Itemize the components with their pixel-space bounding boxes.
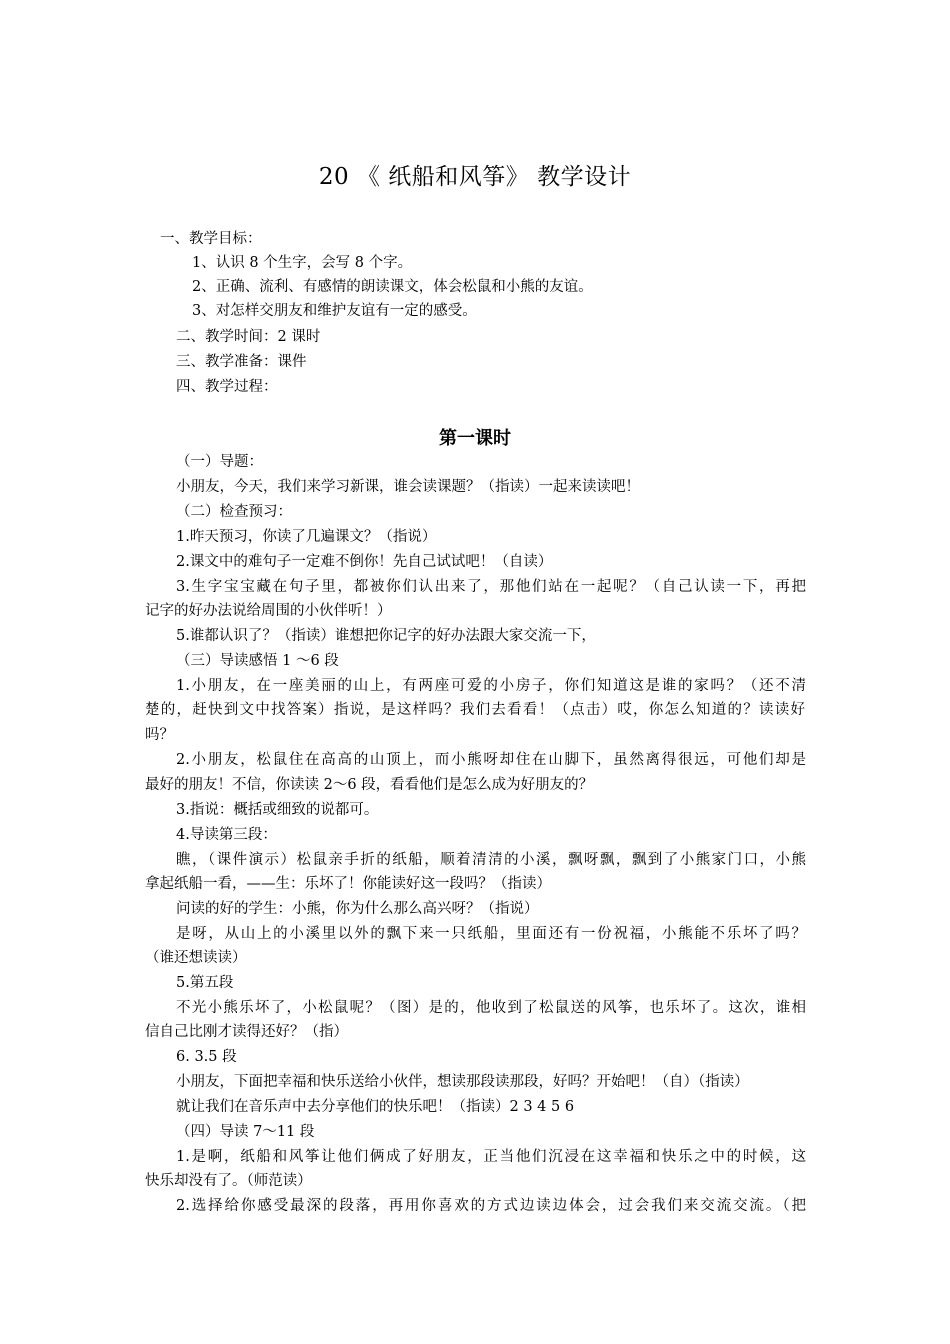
- outline-line: 2、正确、流利、有感情的朗读课文，体会松鼠和小熊的友谊。: [192, 279, 593, 295]
- body-line: 5.第五段: [176, 975, 234, 991]
- body-line: 2.选择给你感受最深的段落，再用你喜欢的方式边读边体会，过会我们来交流交流。（把: [176, 1198, 806, 1214]
- body-line: 1.小朋友，在一座美丽的山上，有两座可爱的小房子，你们知道这是谁的家吗？（还不清: [176, 678, 806, 694]
- body-line: 楚的，赶快到文中找答案）指说，是这样吗？我们去看看！（点击）哎，你怎么知道的？读读好: [145, 702, 805, 718]
- body-line: 信自己比刚才读得还好？（指）: [145, 1024, 348, 1040]
- outline-line: 3、对怎样交朋友和维护友谊有一定的感受。: [192, 303, 477, 319]
- outline-line: 1、认识 8 个生字，会写 8 个字。: [192, 255, 413, 271]
- body-line: 拿起纸船一看，——生：乐坏了！你能读好这一段吗？（指读）: [145, 876, 551, 892]
- body-line: 3.生字宝宝藏在句子里，都被你们认出来了，那他们站在一起呢？（自己认读一下，再把: [176, 579, 806, 595]
- body-line: 小朋友，下面把幸福和快乐送给小伙伴，想读那段读那段，好吗？开始吧！（自）（指读）: [176, 1074, 749, 1090]
- body-line: 6. 3.5 段: [176, 1049, 237, 1065]
- body-line: 瞧，（课件演示）松鼠亲手折的纸船，顺着清清的小溪，飘呀飘，飘到了小熊家门口，小熊: [176, 852, 806, 868]
- body-line: 记字的好办法说给周围的小伙伴听！）: [145, 603, 392, 619]
- body-line: 3.指说：概括或细致的说都可。: [176, 802, 379, 818]
- body-line: 不光小熊乐坏了，小松鼠呢？（图）是的，他收到了松鼠送的风筝，也乐坏了。这次，谁相: [176, 1000, 806, 1016]
- body-line: 2.小朋友，松鼠住在高高的山顶上，而小熊呀却住在山脚下，虽然离得很远，可他们却是: [176, 752, 806, 768]
- body-line: 4.导读第三段：: [176, 827, 277, 843]
- body-line: （一）导题：: [176, 454, 263, 470]
- body-line: 2.课文中的难句子一定难不倒你！先自己试试吧！（自读）: [176, 554, 553, 570]
- body-line: 问读的好的学生：小熊，你为什么那么高兴呀？（指说）: [176, 901, 539, 917]
- outline-line: 一、教学目标：: [160, 231, 262, 247]
- outline-line: 三、教学准备：课件: [176, 354, 307, 370]
- body-line: （四）导读 7～11 段: [176, 1124, 315, 1140]
- body-line: 小朋友，今天，我们来学习新课，谁会读课题？（指读）一起来读读吧！: [176, 479, 640, 495]
- body-line: （谁还想读读）: [145, 950, 247, 966]
- body-line: 就让我们在音乐声中去分享他们的快乐吧！（指读）2 3 4 5 6: [176, 1099, 575, 1115]
- body-line: 5.谁都认识了？（指读）谁想把你记字的好办法跟大家交流一下，: [176, 628, 596, 644]
- body-line: 最好的朋友！不信，你读读 2～6 段，看看他们是怎么成为好朋友的？: [145, 777, 594, 793]
- body-line: 1.是啊，纸船和风筝让他们俩成了好朋友，正当他们沉浸在这幸福和快乐之中的时候，这: [176, 1149, 806, 1165]
- body-line: 是呀，从山上的小溪里以外的飘下来一只纸船，里面还有一份祝福，小熊能不乐坏了吗？: [176, 926, 806, 942]
- body-line: 1.昨天预习，你读了几遍课文？（指说）: [176, 529, 437, 545]
- body-line: 吗？: [145, 727, 174, 743]
- body-line: （二）检查预习：: [176, 504, 292, 520]
- lesson-heading: 第一课时: [439, 428, 511, 449]
- outline-line: 四、教学过程：: [176, 379, 278, 395]
- document-title: 20 《 纸船和风筝》 教学设计: [318, 164, 632, 190]
- outline-line: 二、教学时间：2 课时: [176, 329, 321, 345]
- body-line: 快乐却没有了。（师范读）: [145, 1173, 312, 1189]
- body-line: （三）导读感悟 1 ～6 段: [176, 653, 339, 669]
